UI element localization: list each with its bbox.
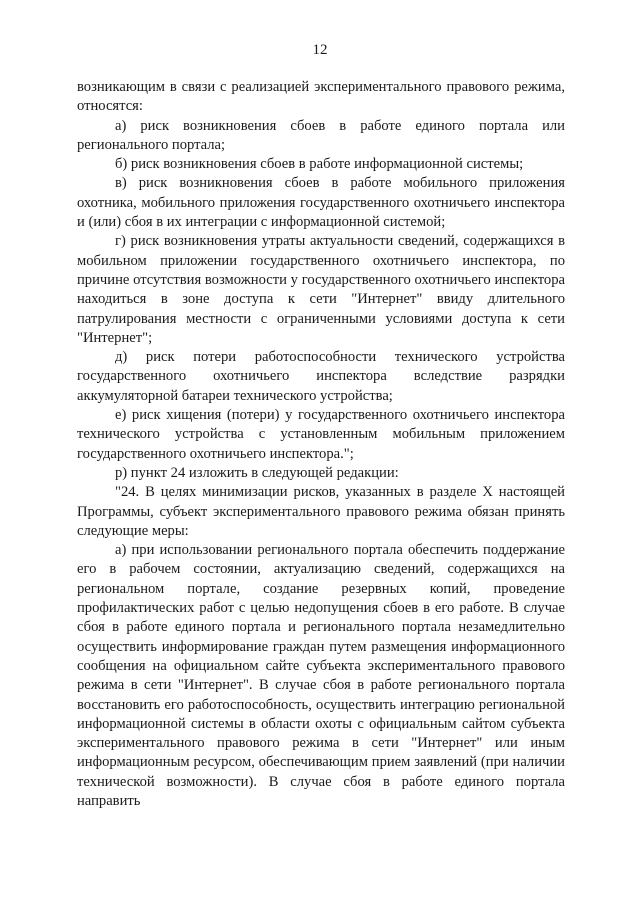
paragraph-item-v: в) риск возникновения сбоев в работе мобильного приложения охотника, мобильного приложения государственного охотничьего инспектора и (или) сбоя в их интеграции с информационной системой; (77, 175, 565, 231)
paragraph-item-a: а) риск возникновения сбоев в работе единого портала или регионального портала; (77, 117, 565, 153)
paragraph-continuation: возникающим в связи с реализацией экспериментального правового режима, относятся: (77, 79, 565, 115)
document-body (77, 78, 565, 811)
paragraph-point-24: "24. В целях минимизации рисков, указанных в разделе X настоящей Программы, субъект экспериментального правового режима обязан принять следующие меры: (77, 484, 565, 539)
paragraph-point-24-a: а) при использовании регионального портала обеспечить поддержание его в рабочем состоянии, актуализацию сведений, содержащихся на региональном портале, создание резервных копий, проведение профилактических работ с целью недопущения сбоев в его работе. В случае сбоя в работе единого портала и регионального портала незамедлительно осуществить информирование граждан путем размещения информационного сообщения на официальном сайте субъекта экспериментального правового режима в сети "Интернет". В случае сбоя в работе регионального портала восстановить его работоспособность, осуществить интеграцию региональной информационной системы в области охоты с официальным сайтом субъекта экспериментального правового режима в сети "Интернет" или иным информационным ресурсом, обеспечивающим прием заявлений (при наличии технической возможности). В случае сбоя в работе единого портала направить (77, 542, 565, 809)
paragraph-item-d: д) риск потери работоспособности технического устройства государственного охотничьего инспектора вследствие разрядки аккумуляторной батареи технического устройства; (77, 349, 565, 404)
page-number: 12 (312, 42, 328, 58)
paragraph-item-e: е) риск хищения (потери) у государственного охотничьего инспектора технического устройства с установленным мобильным приложением государственного охотничьего инспектора."; (77, 407, 565, 462)
paragraph-item-r: р) пункт 24 изложить в следующей редакции: (115, 464, 399, 481)
paragraph-item-b: б) риск возникновения сбоев в работе информационной системы; (115, 156, 524, 173)
paragraph-item-g: г) риск возникновения утраты актуальности сведений, содержащихся в мобильном приложении государственного охотничьего инспектора, по причине отсутствия возможности у государственного охотничьего инспектора находиться в зоне доступа к сети "Интернет" ввиду длительного патрулирования местности с ограниченными условиями доступа к сети "Интернет"; (77, 233, 565, 346)
